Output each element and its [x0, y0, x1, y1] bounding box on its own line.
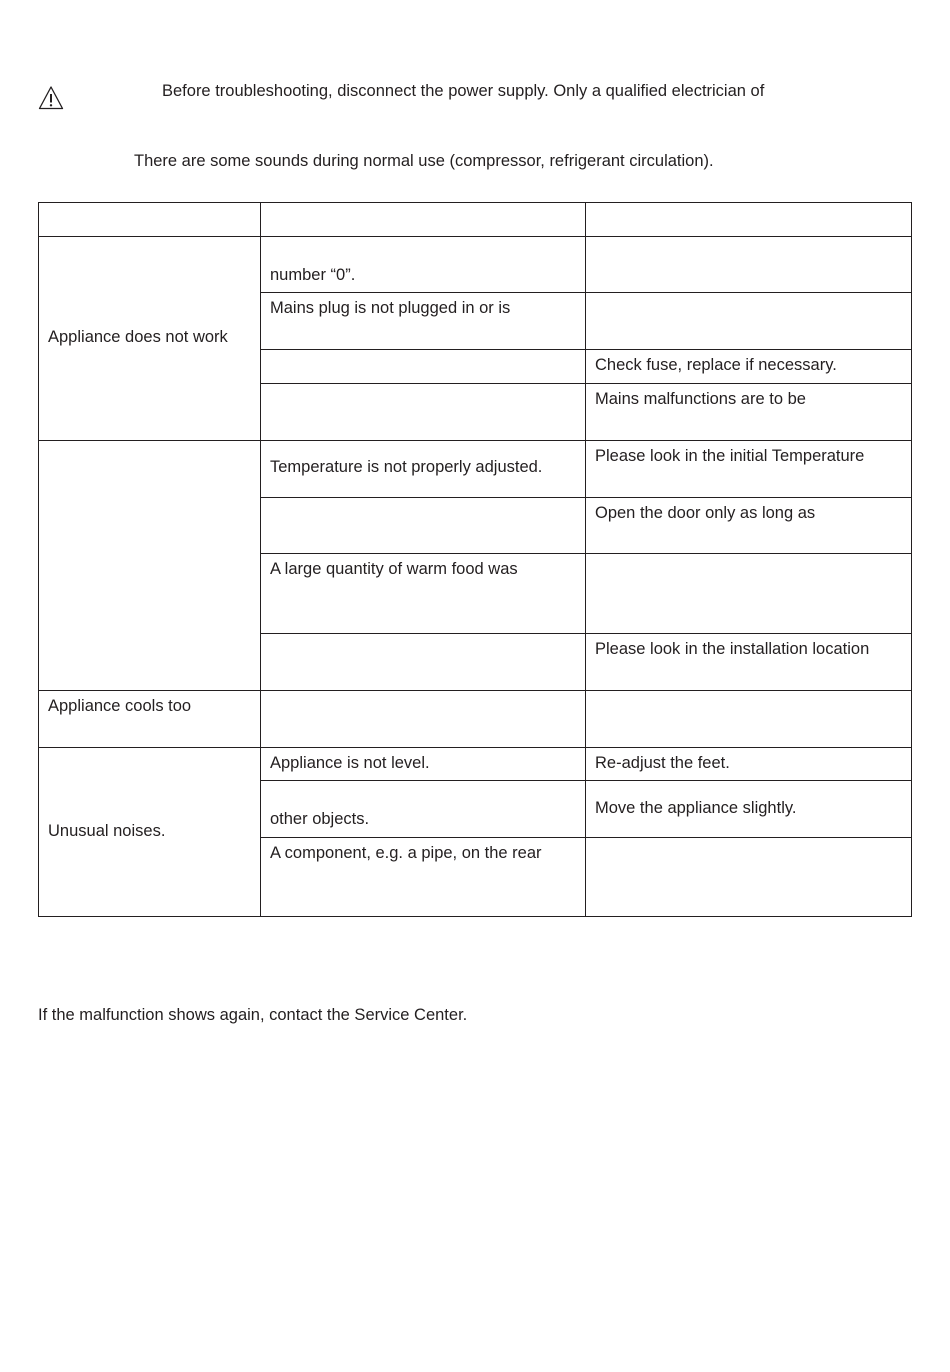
service-center-note: If the malfunction shows again, contact the Service Center. — [38, 1006, 468, 1024]
cause-cell: A large quantity of warm food was — [270, 560, 518, 578]
cause-cell: A component, e.g. a pipe, on the rear — [270, 844, 542, 862]
cause-cell: other objects. — [270, 810, 370, 828]
solution-cell: Move the appliance slightly. — [595, 799, 797, 817]
normal-sounds-note: There are some sounds during normal use (compressor, refrigerant circulation). — [134, 152, 714, 170]
cause-cell: number “0”. — [270, 266, 356, 284]
cause-cell: Temperature is not properly adjusted. — [270, 458, 543, 476]
solution-cell: Check fuse, replace if necessary. — [595, 356, 837, 374]
warning-text: Before troubleshooting, disconnect the power supply. Only a qualified electrician of — [162, 82, 765, 100]
cause-cell: Appliance is not level. — [270, 754, 430, 772]
warning-triangle-icon — [38, 85, 64, 111]
cause-cell: Mains plug is not plugged in or is — [270, 299, 511, 317]
solution-cell: Please look in the initial Temperature — [595, 447, 865, 465]
solution-cell: Mains malfunctions are to be — [595, 390, 806, 408]
problem-cell: Appliance does not work — [48, 328, 228, 346]
problem-cell: Unusual noises. — [48, 822, 166, 840]
problem-cell: Appliance cools too — [48, 697, 192, 715]
solution-cell: Open the door only as long as — [595, 504, 816, 522]
solution-cell: Please look in the installation location — [595, 640, 870, 658]
solution-cell: Re-adjust the feet. — [595, 754, 730, 772]
